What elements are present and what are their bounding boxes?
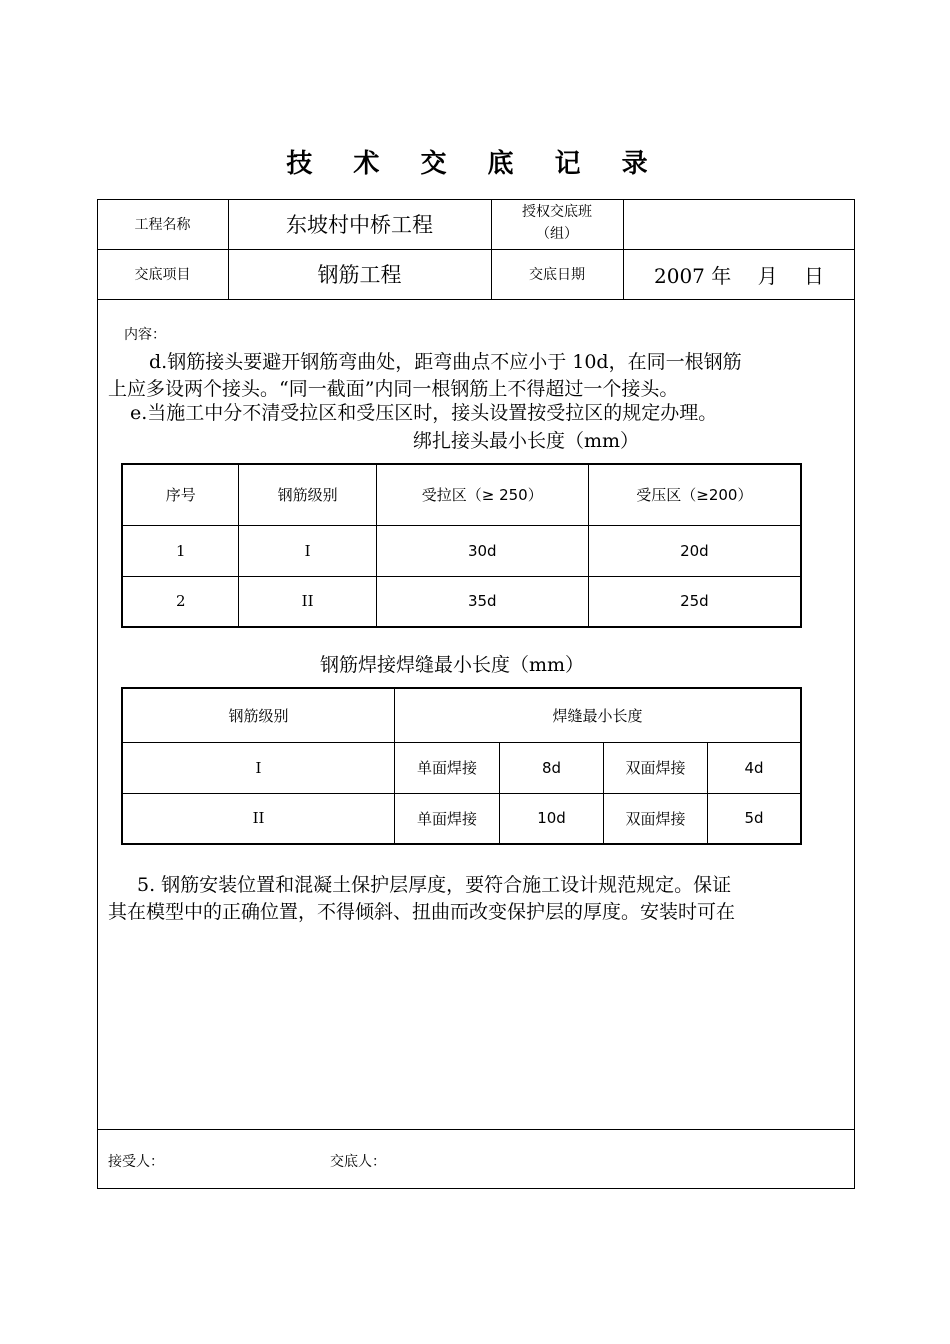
team-label bbox=[491, 201, 623, 249]
para-5-line1: 5. 钢筋安装位置和混凝土保护层厚度，要符合施工设计规范规定。保证 bbox=[137, 874, 732, 896]
table-cell: 25d bbox=[588, 576, 801, 627]
weld-length-table bbox=[121, 687, 802, 845]
table-header-cell: 序号 bbox=[122, 464, 239, 525]
team-label-line1: 授权交底班 bbox=[522, 204, 592, 220]
para-d-line1: d.钢筋接头要避开钢筋弯曲处，距弯曲点不应小于 10d，在同一根钢筋 bbox=[149, 351, 742, 373]
table-cell: II bbox=[122, 793, 395, 844]
item-label: 交底项目 bbox=[134, 267, 191, 283]
table-cell: 双面焊接 bbox=[604, 742, 708, 793]
date-value: 2007 年 月 日 bbox=[654, 263, 824, 288]
table-cell: 30d bbox=[376, 525, 588, 576]
table1-caption: 绑扎接头最小长度（mm） bbox=[413, 430, 640, 452]
team-value bbox=[623, 199, 855, 249]
para-e: e.当施工中分不清受拉区和受压区时，接头设置按受拉区的规定办理。 bbox=[130, 402, 718, 424]
project-name-value: 东坡村中桥工程 bbox=[286, 213, 433, 237]
receiver-label: 接受人： bbox=[108, 1154, 164, 1170]
footer-divider bbox=[97, 1129, 855, 1130]
project-name-label: 工程名称 bbox=[134, 217, 191, 233]
date-label: 交底日期 bbox=[529, 267, 585, 283]
table-cell: 20d bbox=[588, 525, 801, 576]
page-title: 技 术 交 底 记 录 bbox=[286, 149, 664, 179]
table-header-cell: 钢筋级别 bbox=[239, 464, 376, 525]
table-cell: 8d bbox=[500, 742, 604, 793]
para-5-line2: 其在模型中的正确位置，不得倾斜、扭曲而改变保护层的厚度。安装时可在 bbox=[108, 901, 736, 923]
splice-length-table bbox=[121, 463, 802, 628]
table-header-row bbox=[122, 464, 801, 525]
table-header-cell: 受拉区（≥ 250） bbox=[376, 464, 588, 525]
item-value: 钢筋工程 bbox=[317, 263, 402, 287]
table-cell: I bbox=[122, 742, 395, 793]
table-cell: 双面焊接 bbox=[604, 793, 708, 844]
table-row bbox=[122, 793, 801, 844]
table-cell: 4d bbox=[708, 742, 802, 793]
table-header-cell: 钢筋级别 bbox=[122, 688, 395, 742]
table-cell: 35d bbox=[376, 576, 588, 627]
table-cell: 5d bbox=[708, 793, 802, 844]
header-divider bbox=[97, 299, 855, 300]
table-header-row bbox=[122, 688, 801, 742]
table-row bbox=[122, 576, 801, 627]
table-header-cell: 焊缝最小长度 bbox=[395, 688, 802, 742]
table-cell: 单面焊接 bbox=[395, 742, 500, 793]
team-label-line2: （组） bbox=[536, 226, 578, 242]
content-label: 内容： bbox=[124, 327, 166, 343]
table-header-cell: 受压区（≥200） bbox=[588, 464, 801, 525]
table-cell: II bbox=[239, 576, 376, 627]
table-cell: I bbox=[239, 525, 376, 576]
table-cell: 10d bbox=[500, 793, 604, 844]
table-row bbox=[122, 742, 801, 793]
table2-caption: 钢筋焊接焊缝最小长度（mm） bbox=[320, 654, 585, 676]
table-cell: 1 bbox=[122, 525, 239, 576]
giver-label: 交底人： bbox=[330, 1154, 386, 1170]
para-d-line2: 上应多设两个接头。“同一截面”内同一根钢筋上不得超过一个接头。 bbox=[108, 378, 679, 400]
table-cell: 2 bbox=[122, 576, 239, 627]
table-cell: 单面焊接 bbox=[395, 793, 500, 844]
table-row bbox=[122, 525, 801, 576]
